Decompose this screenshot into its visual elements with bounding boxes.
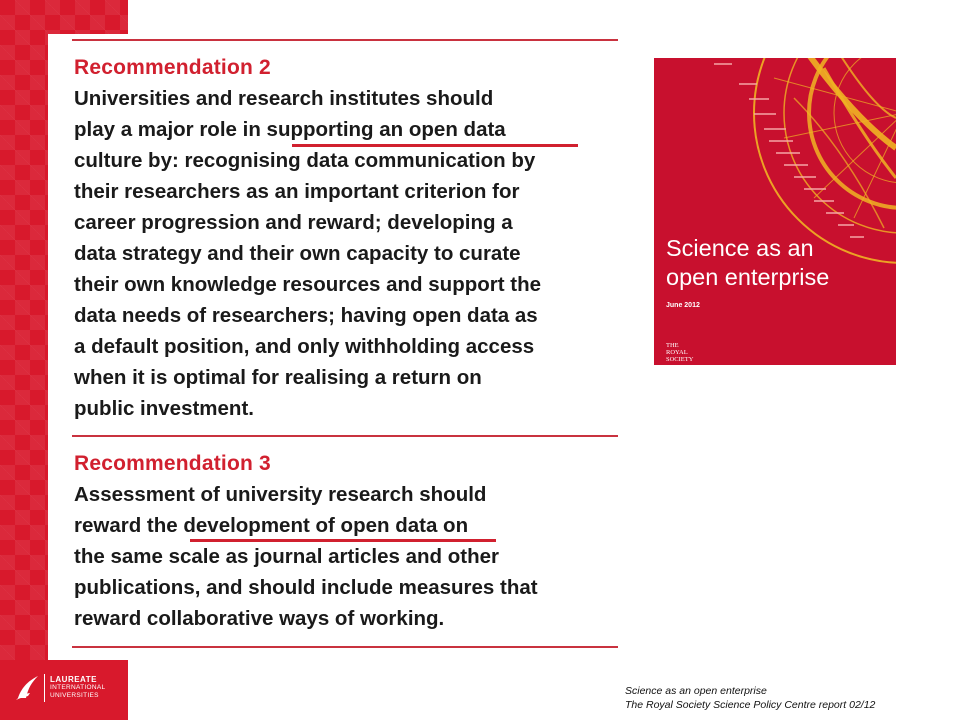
report-cover (654, 58, 896, 365)
cover-title-line: Science as an (666, 235, 814, 261)
rec2-line: Universities and research institutes should (74, 87, 494, 110)
rec2-line: a default position, and only withholding access (74, 335, 535, 358)
laureate-mark-icon (14, 672, 40, 702)
middle-divider (72, 435, 618, 437)
rec3-line: the same scale as journal articles and other (74, 545, 499, 568)
rec3-line: reward the development of open data on (74, 514, 469, 537)
logo-wordmark (50, 675, 105, 700)
rec3-line: Assessment of university research should (74, 483, 487, 506)
source-caption (625, 684, 875, 712)
open-data-culture-underline (292, 144, 578, 147)
laureate-logo (0, 660, 128, 720)
bottom-divider (72, 646, 618, 648)
cover-org-line: SOCIETY (666, 356, 694, 363)
open-data-development-underline (190, 539, 496, 542)
rec2-line: public investment. (74, 397, 254, 420)
logo-separator (44, 674, 45, 702)
logo-line: UNIVERSITIES (50, 692, 99, 699)
rec2-line: culture by: recognising data communication by (74, 149, 536, 172)
rec2-line: play a major role in supporting an open data (74, 118, 506, 141)
rec2-line: data needs of researchers; having open data as (74, 304, 538, 327)
rec2-line: career progression and reward; developing a (74, 211, 513, 234)
logo-line: INTERNATIONAL (50, 684, 106, 691)
cover-title (666, 234, 829, 292)
top-divider (72, 39, 618, 41)
rec2-line: data strategy and their own capacity to curate (74, 242, 521, 265)
recommendation-3-body (74, 479, 614, 634)
logo-line: LAUREATE (50, 675, 97, 684)
recommendations-excerpt (48, 34, 618, 660)
rec3-line: reward collaborative ways of working. (74, 607, 445, 630)
caption-line: The Royal Society Science Policy Centre report 02/12 (625, 699, 876, 711)
caption-line: Science as an open enterprise (625, 685, 767, 697)
rec2-line: their researchers as an important criterion for (74, 180, 520, 203)
rec3-line: publications, and should include measures that (74, 576, 538, 599)
recommendation-2-body (74, 83, 614, 424)
cover-org-line: THE (666, 342, 679, 349)
cover-date: June 2012 (666, 302, 700, 309)
cover-title-line: open enterprise (666, 264, 830, 290)
rec2-line: their own knowledge resources and support the (74, 273, 542, 296)
cover-circular-graphic (654, 58, 896, 365)
cover-org-line: ROYAL (666, 349, 688, 356)
rec2-line: when it is optimal for realising a return on (74, 366, 482, 389)
recommendation-3-title: Recommendation 3 (74, 452, 271, 475)
royal-society-logo (666, 342, 693, 363)
recommendation-2-title: Recommendation 2 (74, 56, 271, 79)
